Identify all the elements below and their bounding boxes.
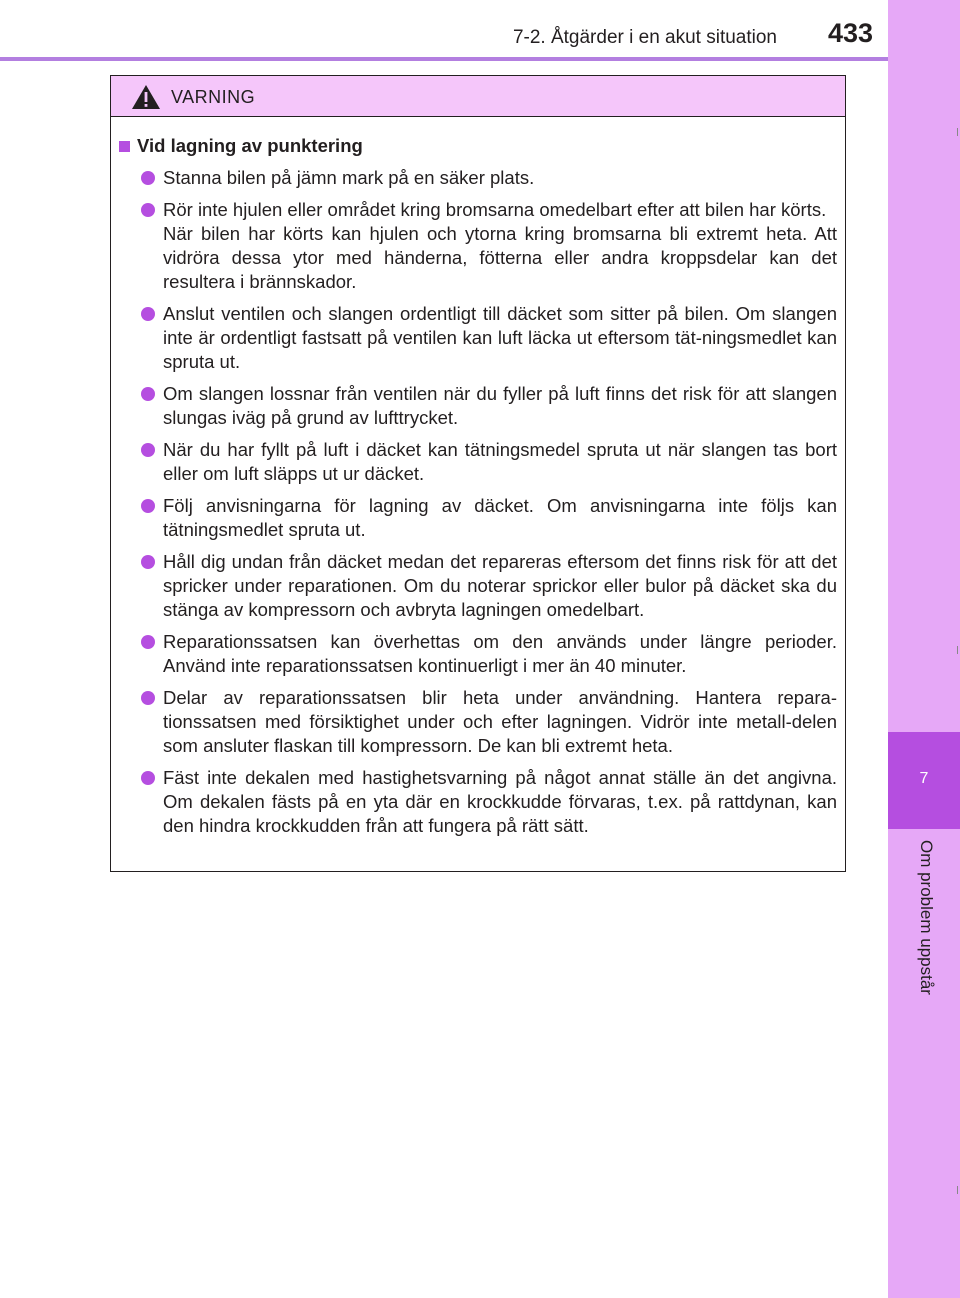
warning-list-item	[119, 630, 837, 678]
section-header-title: 7-2. Åtgärder i en akut situation	[512, 27, 777, 48]
warning-list	[119, 166, 837, 838]
edge-mark	[957, 646, 958, 654]
warning-list-item	[119, 686, 837, 758]
warning-list-item	[119, 166, 837, 190]
page-number: 433	[828, 18, 874, 48]
warning-item-text	[163, 766, 837, 838]
warning-item-paragraph: När du har fyllt på luft i däcket kan tätningsmedel spruta ut när slangen tas bort eller om luft släpps ut ur däcket.	[163, 439, 837, 484]
edge-mark	[957, 1186, 958, 1194]
round-bullet-icon	[141, 555, 155, 569]
warning-item-paragraph: Fäst inte dekalen med hastighetsvarning på något annat ställe än det angivna. Om dekalen fästs på en yta där en krockkudde förvaras, t.ex. på rattdynan, kan den hindra krockkudden från att fungera på rätt sätt.	[163, 767, 837, 836]
warning-item-paragraph: Delar av reparationssatsen blir heta under användning. Hantera repara-tionssatsen med försiktighet under och efter lagningen. Vidrör inte metall-delen som ansluter flaskan till kompressorn. De kan bli extremt heta.	[163, 687, 837, 756]
warning-item-paragraph: Reparationssatsen kan överhettas om den används under längre perioder. Använd inte reparationssatsen kontinuerligt i mer än 40 minuter.	[163, 631, 837, 676]
edge-mark	[957, 128, 958, 136]
warning-list-item	[119, 766, 837, 838]
warning-item-paragraph: Anslut ventilen och slangen ordentligt till däcket som sitter på bilen. Om slangen inte är ordentligt fastsatt på ventilen kan luft läcka ut eftersom tät-ningsmedlet kan spruta ut.	[163, 303, 837, 372]
round-bullet-icon	[141, 387, 155, 401]
warning-list-item	[119, 550, 837, 622]
warning-item-paragraph: Stanna bilen på jämn mark på en säker plats.	[163, 167, 535, 188]
warning-list-item	[119, 382, 837, 430]
warning-item-paragraph: Följ anvisningarna för lagning av däcket. Om anvisningarna inte följs kan tätningsmedlet spruta ut.	[163, 495, 837, 540]
warning-triangle-icon	[131, 84, 161, 110]
round-bullet-icon	[141, 307, 155, 321]
round-bullet-icon	[141, 499, 155, 513]
warning-list-item	[119, 438, 837, 486]
round-bullet-icon	[141, 635, 155, 649]
warning-item-paragraph: När bilen har körts kan hjulen och ytorna kring bromsarna bli extremt heta. Att vidröra dessa ytor med händerna, fötterna eller andra kroppsdelar kan det resultera i brännskador.	[163, 223, 837, 292]
chapter-number: 7	[919, 770, 929, 787]
warning-item-text	[163, 166, 837, 190]
warning-item-paragraph: Håll dig undan från däcket medan det repareras eftersom det finns risk för att det spricker under reparationen. Om du noterar sprickor eller bulor på däcket ska du stänga av kompressorn och avbryta lagningen omedelbart.	[163, 551, 837, 620]
warning-item-text	[163, 550, 837, 622]
round-bullet-icon	[141, 203, 155, 217]
warning-item-text	[163, 494, 837, 542]
warning-item-text	[163, 382, 837, 430]
warning-header	[111, 76, 845, 117]
warning-item-text	[163, 630, 837, 678]
warning-section-title	[119, 134, 837, 158]
chapter-number-box	[888, 732, 960, 829]
warning-box	[110, 75, 846, 872]
round-bullet-icon	[141, 443, 155, 457]
warning-list-item	[119, 302, 837, 374]
warning-item-text	[163, 198, 837, 294]
warning-list-item	[119, 494, 837, 542]
round-bullet-icon	[141, 771, 155, 785]
warning-item-paragraph: Om slangen lossnar från ventilen när du fyller på luft finns det risk för att slangen slungas iväg på grund av lufttrycket.	[163, 383, 837, 428]
warning-list-item	[119, 198, 837, 294]
warning-item-text	[163, 302, 837, 374]
header-rule	[0, 57, 888, 61]
chapter-side-tab	[888, 0, 960, 1298]
warning-item-text	[163, 686, 837, 758]
square-bullet-icon	[119, 141, 130, 152]
warning-label: VARNING	[171, 87, 256, 107]
round-bullet-icon	[141, 691, 155, 705]
warning-body	[111, 117, 845, 838]
warning-item-text	[163, 438, 837, 486]
warning-section-title-text: Vid lagning av punktering	[137, 135, 363, 156]
chapter-title: Om problem uppstår	[917, 840, 936, 995]
warning-item-paragraph: Rör inte hjulen eller området kring bromsarna omedelbart efter att bilen har körts.	[163, 199, 827, 220]
round-bullet-icon	[141, 171, 155, 185]
